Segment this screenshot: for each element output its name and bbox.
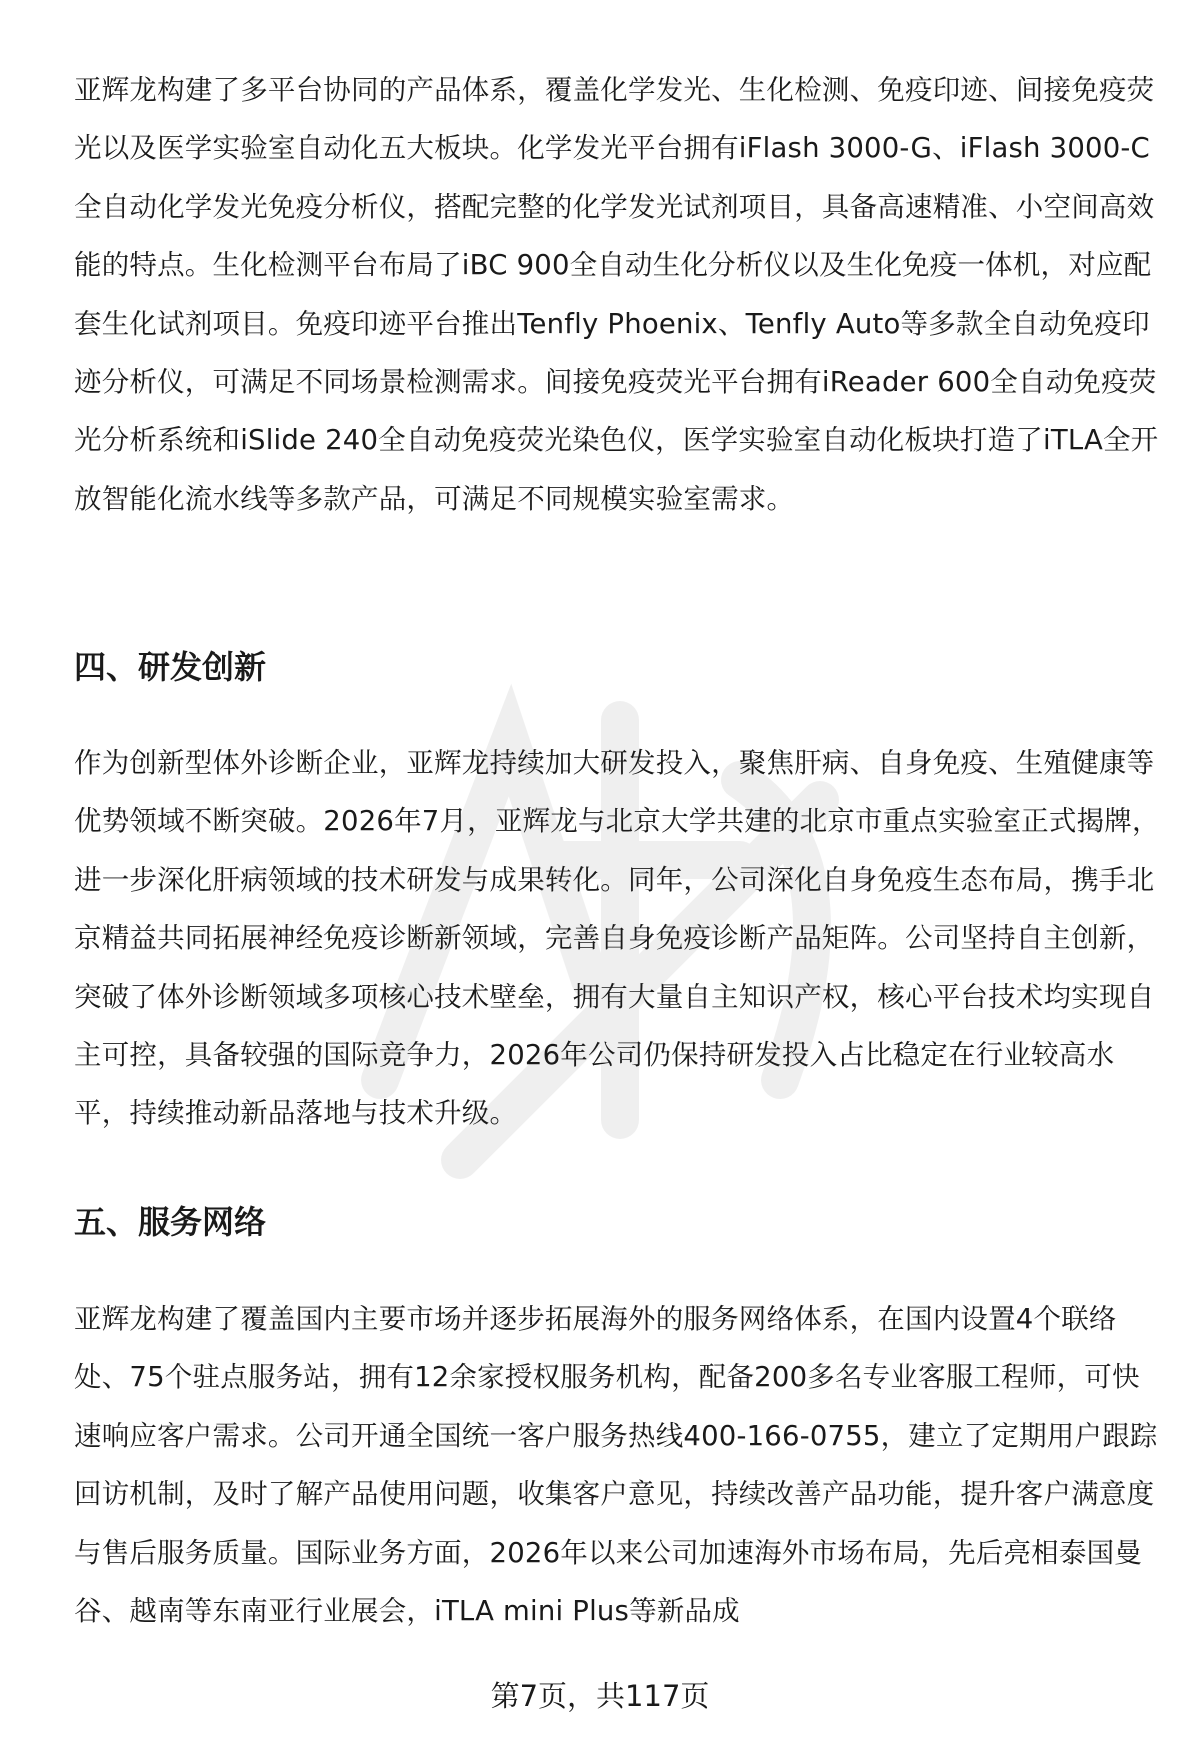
section-heading-service: 五、服务网络 bbox=[74, 1203, 267, 1241]
page-number-footer: 第7页，共117页 bbox=[490, 1679, 710, 1713]
paragraph-product-system: 亚辉龙构建了多平台协同的产品体系，覆盖化学发光、生化检测、免疫印迹、间接免疫荧光以及医学实验室自动化五大板块。化学发光平台拥有iFlash 3000-G、iFlash 3000-C全自动化学发光免疫分析仪，搭配完整的化学发光试剂项目，具备高速精准、小空间高效能的特点。生化检测平台布局了iBC 900全自动生化分析仪以及生化免疫一体机，对应配套生化试剂项目。免疫印迹平台推出Tenfly Phoenix、Tenfly Auto等多款全自动免疫印迹分析仪，可满足不同场景检测需求。间接免疫荧光平台拥有iReader 600全自动免疫荧光分析系统和iSlide 240全自动免疫荧光染色仪，医学实验室自动化板块打造了iTLA全开放智能化流水线等多款产品，可满足不同规模实验室需求。 bbox=[74, 74, 1159, 515]
paragraph-rd-innovation: 作为创新型体外诊断企业，亚辉龙持续加大研发投入，聚焦肝病、自身免疫、生殖健康等优势领域不断突破。2026年7月，亚辉龙与北京大学共建的北京市重点实验室正式揭牌，进一步深化肝病领域的技术研发与成果转化。同年，公司深化自身免疫生态布局，携手北京精益共同拓展神经免疫诊断新领域，完善自身免疫诊断产品矩阵。公司坚持自主创新，突破了体外诊断领域多项核心技术壁垒，拥有大量自主知识产权，核心平台技术均实现自主可控，具备较强的国际竞争力，2026年公司仍保持研发投入占比稳定在行业较高水平，持续推动新品落地与技术升级。 bbox=[74, 747, 1160, 1130]
section-heading-rd: 四、研发创新 bbox=[74, 648, 267, 686]
paragraph-service-network: 亚辉龙构建了覆盖国内主要市场并逐步拓展海外的服务网络体系，在国内设置4个联络处、75个驻点服务站，拥有12余家授权服务机构，配备200多名专业客服工程师，可快速响应客户需求。公司开通全国统一客户服务热线400-166-0755，建立了定期用户跟踪回访机制，及时了解产品使用问题，收集客户意见，持续改善产品功能，提升客户满意度与售后服务质量。国际业务方面，2026年以来公司加速海外市场布局，先后亮相泰国曼谷、越南等东南亚行业展会，iTLA mini Plus等新品成 bbox=[74, 1303, 1158, 1628]
